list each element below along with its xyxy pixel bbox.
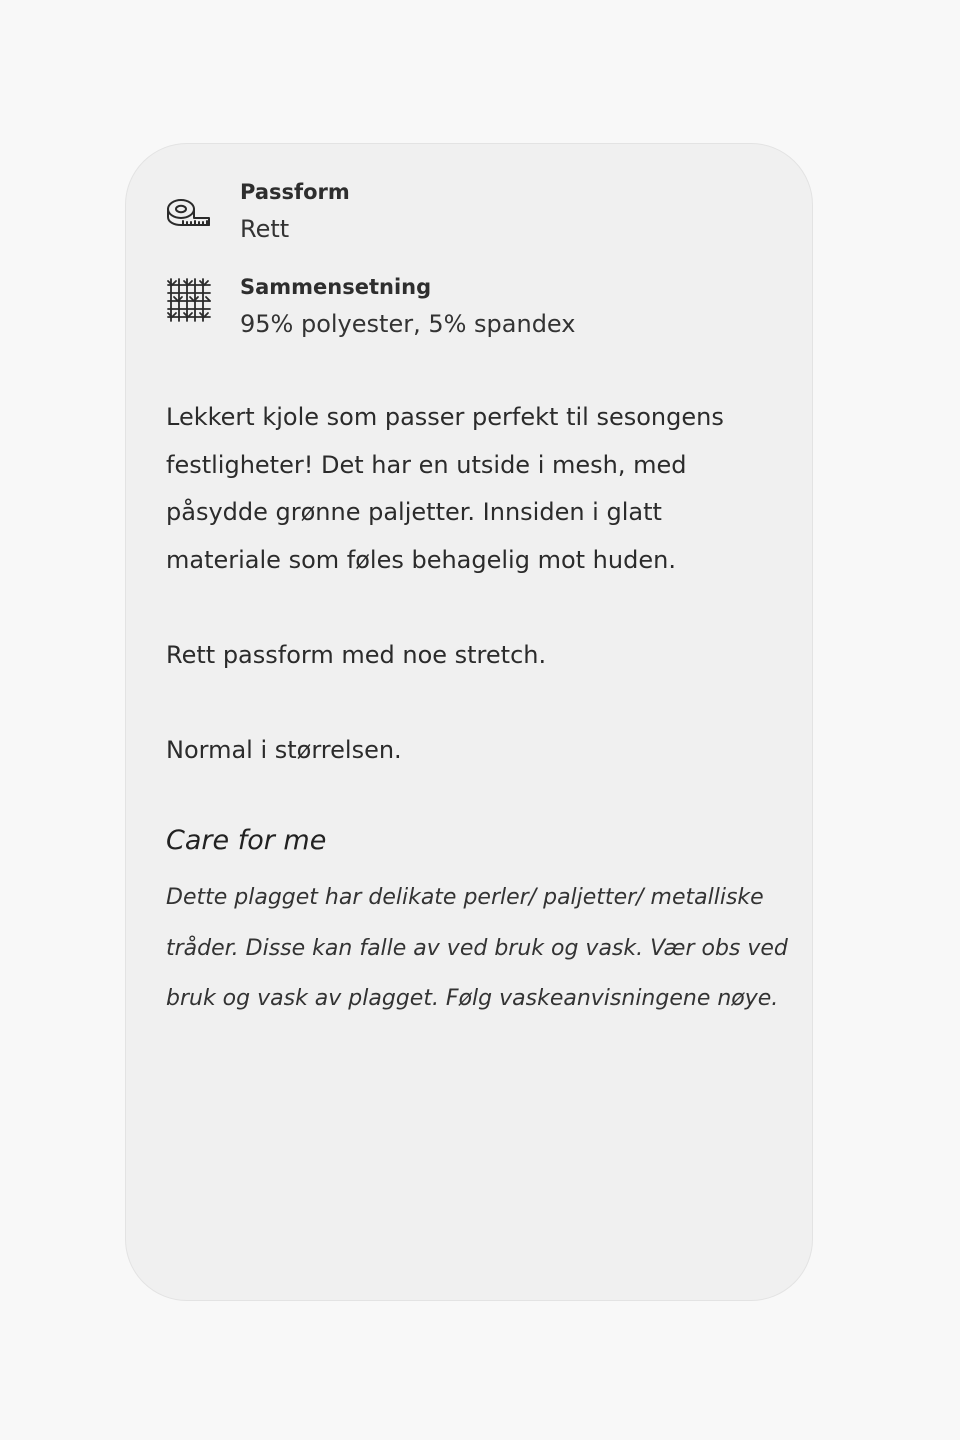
care-title: Care for me (166, 825, 327, 856)
product-description (166, 394, 781, 774)
fabric-weave-icon (166, 277, 212, 323)
composition-value: 95% polyester, 5% spandex (240, 310, 576, 338)
care-instructions: Dette plagget har delikate perler/ paljetter/ metalliske tråder. Disse kan falle av ved bruk og vask. Vær obs ved bruk og vask av plagget. Følg vaskeanvisningene nøye. (166, 885, 788, 1011)
composition-label: Sammensetning (240, 275, 432, 299)
product-details-card (125, 143, 813, 1301)
description-paragraph: Lekkert kjole som passer perfekt til sesongens festligheter! Det har en utside i mesh, med påsydde grønne paljetter. Innsiden i glatt materiale som føles behagelig mot huden. (166, 403, 724, 574)
measuring-tape-icon (166, 196, 212, 242)
fit-label: Passform (240, 180, 350, 204)
description-paragraph: Rett passform med noe stretch. (166, 640, 547, 669)
description-paragraph: Normal i størrelsen. (166, 735, 402, 764)
fit-value: Rett (240, 215, 290, 243)
